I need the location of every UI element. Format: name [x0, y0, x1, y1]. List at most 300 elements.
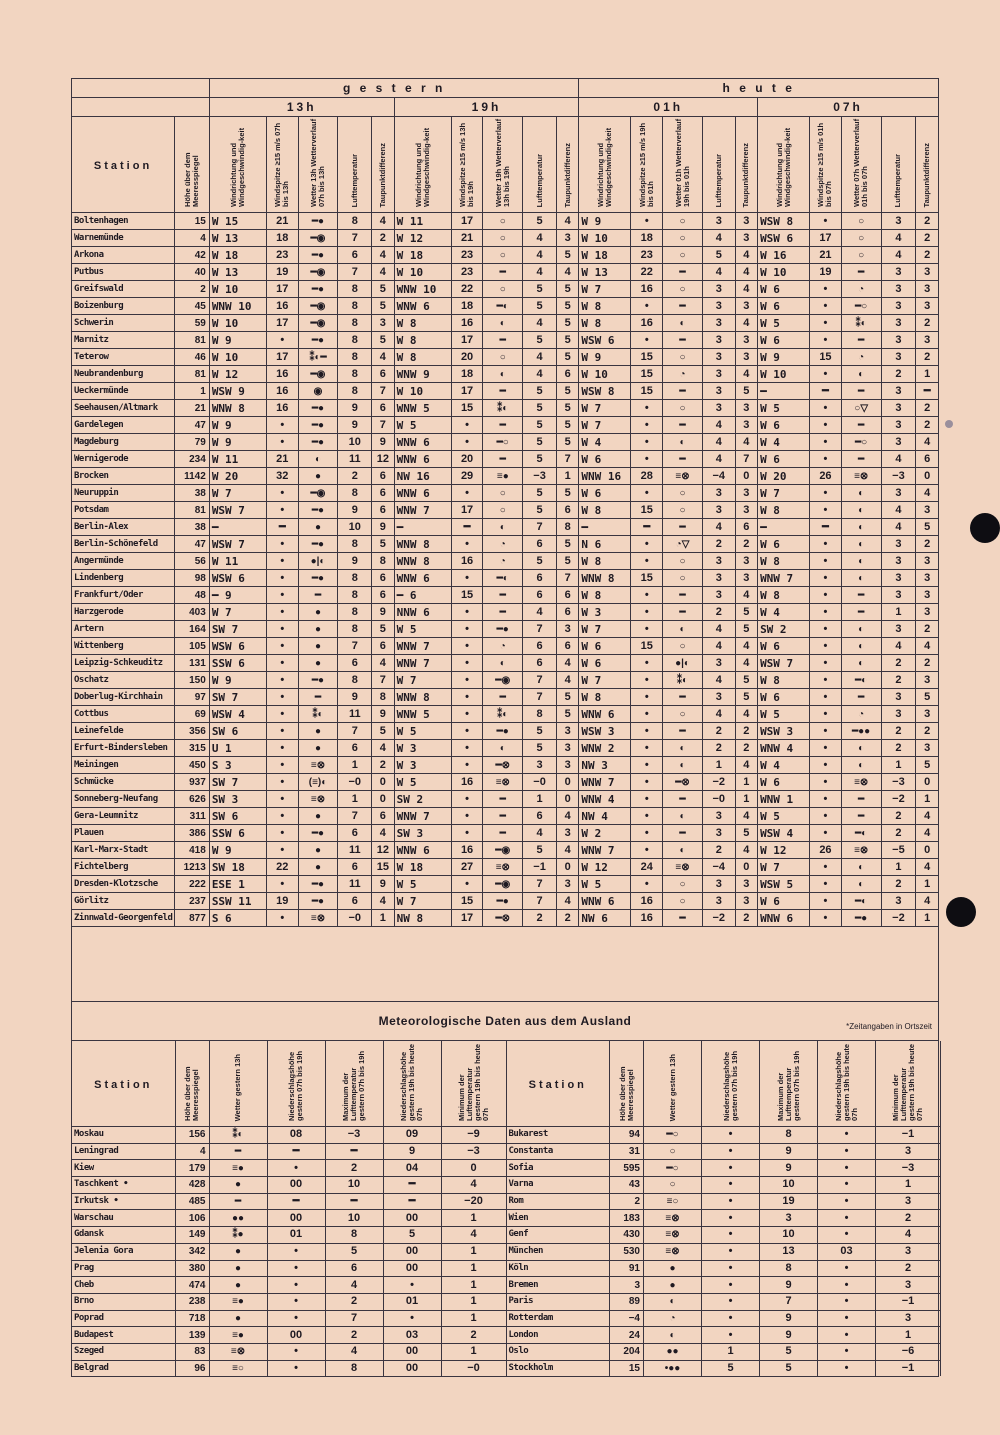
- cell-g19-4: 3: [556, 621, 579, 638]
- cell-h01-0: W 8: [579, 689, 631, 706]
- cell-g13-4: 6: [372, 808, 394, 825]
- cell-g13-2: ━◉: [298, 298, 338, 315]
- cell-h07-3: 4: [881, 519, 916, 536]
- foreign-cell-n2: •: [818, 1327, 876, 1344]
- foreign-cell-w: ●: [644, 1260, 702, 1277]
- foreign-cell-name: Constanta: [507, 1143, 610, 1160]
- cell-h07-1: •: [810, 706, 842, 723]
- foreign-cell-h: 474: [175, 1277, 209, 1294]
- cell-g19-1: 23: [451, 264, 483, 281]
- foreign-cell-name: Taschkent •: [72, 1177, 175, 1194]
- foreign-cell-h: 15: [610, 1360, 644, 1376]
- cell-h01-1: •: [631, 485, 663, 502]
- cell-g19-2: ⁑◐: [483, 706, 523, 723]
- cell-g13-3: 8: [338, 315, 372, 332]
- foreign-cell-h: 89: [610, 1293, 644, 1310]
- cell-g19-0: W 10: [394, 264, 451, 281]
- cell-g19-4: 3: [556, 876, 579, 893]
- cell-g13-0: W 12: [209, 366, 266, 383]
- cell-h07-2: ◐: [841, 655, 881, 672]
- cell-g13-4: 5: [372, 536, 394, 553]
- foreign-cell-min: −1: [876, 1360, 941, 1376]
- foreign-cell-w: ≡⊗: [644, 1227, 702, 1244]
- cell-g19-3: −1: [523, 859, 557, 876]
- foreign-cell-h: 204: [610, 1343, 644, 1360]
- cell-g19-1: 17: [451, 910, 483, 927]
- cell-g13-4: 2: [372, 230, 394, 247]
- cell-h07-2: ━: [841, 808, 881, 825]
- cell-g19-2: ○: [483, 502, 523, 519]
- cell-g13-1: •: [266, 808, 298, 825]
- cell-h07-1: •: [810, 621, 842, 638]
- cell-h07-2: ◐: [841, 757, 881, 774]
- foreign-cell-n1: 00: [267, 1210, 325, 1227]
- foreign-cell-n2: 01: [383, 1293, 441, 1310]
- cell-h07-1: •: [810, 893, 842, 910]
- station-name: Artern: [72, 621, 175, 638]
- cell-g13-3: 1: [338, 757, 372, 774]
- cell-g13-0: SSW 6: [209, 825, 266, 842]
- foreign-col-header-1: Höhe über dem Meeresspiegel: [175, 1041, 209, 1127]
- foreign-cell-name: Belgrad: [72, 1360, 175, 1376]
- cell-h07-4: 0: [916, 468, 939, 485]
- cell-h07-4: 6: [916, 451, 939, 468]
- cell-g13-0: WSW 9: [209, 383, 266, 400]
- cell-h07-1: •: [810, 876, 842, 893]
- cell-h01-3: 3: [702, 281, 735, 298]
- station-name: Sonneberg-Neufang: [72, 791, 175, 808]
- cell-g13-3: 8: [338, 213, 372, 230]
- cell-g19-1: •: [451, 485, 483, 502]
- foreign-cell-n1: •: [702, 1210, 760, 1227]
- cell-h01-1: •: [631, 774, 663, 791]
- cell-h01-3: 3: [702, 587, 735, 604]
- foreign-cell-n1: •: [702, 1127, 760, 1144]
- cell-g13-0: S 3: [209, 757, 266, 774]
- cell-g13-2: ━●: [298, 247, 338, 264]
- foreign-cell-name: London: [507, 1327, 610, 1344]
- cell-g13-1: •: [266, 621, 298, 638]
- cell-h01-2: ━: [663, 723, 703, 740]
- cell-g19-1: 16: [451, 842, 483, 859]
- cell-h01-1: •: [631, 672, 663, 689]
- cell-h07-3: 3: [881, 587, 916, 604]
- table-row: [72, 689, 939, 706]
- cell-g13-2: ●: [298, 808, 338, 825]
- foreign-row: [72, 1160, 506, 1177]
- station-name: Brocken: [72, 468, 175, 485]
- cell-h07-2: ◐: [841, 536, 881, 553]
- cell-g13-1: •: [266, 757, 298, 774]
- cell-h01-0: WSW 6: [579, 332, 631, 349]
- cell-g13-0: W 9: [209, 434, 266, 451]
- station-name: Erfurt-Bindersleben: [72, 740, 175, 757]
- cell-g19-1: •: [451, 723, 483, 740]
- cell-h01-1: •: [631, 808, 663, 825]
- cell-h07-1: •: [810, 655, 842, 672]
- col-header-h07-2: Wetter 07h Wetterverlauf 01h bis 07h: [841, 117, 881, 213]
- cell-h07-0: W 7: [758, 485, 810, 502]
- station-name: Ueckermünde: [72, 383, 175, 400]
- cell-h01-3: 3: [702, 332, 735, 349]
- cell-h01-4: 4: [735, 264, 757, 281]
- cell-h01-1: •: [631, 876, 663, 893]
- cell-h07-0: W 5: [758, 706, 810, 723]
- foreign-cell-n2: •: [818, 1160, 876, 1177]
- cell-g19-4: 5: [556, 417, 579, 434]
- cell-h01-1: 16: [631, 281, 663, 298]
- cell-g13-1: •: [266, 672, 298, 689]
- cell-h01-0: W 7: [579, 281, 631, 298]
- cell-h07-1: •: [810, 604, 842, 621]
- cell-g13-4: 0: [372, 774, 394, 791]
- cell-g13-1: •: [266, 536, 298, 553]
- cell-h01-4: 3: [735, 230, 757, 247]
- table-row: [72, 723, 939, 740]
- cell-g19-0: WNW 7: [394, 638, 451, 655]
- cell-g13-2: ●: [298, 655, 338, 672]
- cell-h01-3: 3: [702, 485, 735, 502]
- cell-h01-0: N 6: [579, 536, 631, 553]
- station-name: Görlitz: [72, 893, 175, 910]
- station-height: 15: [175, 213, 210, 230]
- table-row: [72, 434, 939, 451]
- cell-h01-1: •: [631, 451, 663, 468]
- cell-h01-0: WNW 2: [579, 740, 631, 757]
- foreign-cell-min: −9: [441, 1127, 506, 1144]
- cell-h01-4: 6: [735, 519, 757, 536]
- foreign-cell-name: Brno: [72, 1293, 175, 1310]
- cell-g13-2: ●: [298, 604, 338, 621]
- table-row: [72, 383, 939, 400]
- cell-h07-3: 3: [881, 485, 916, 502]
- cell-h01-3: 3: [702, 655, 735, 672]
- cell-h01-1: 16: [631, 893, 663, 910]
- cell-h01-0: WNW 7: [579, 842, 631, 859]
- cell-g19-2: ○: [483, 349, 523, 366]
- cell-g13-0: WNW 8: [209, 400, 266, 417]
- foreign-row: [507, 1260, 941, 1277]
- foreign-row: [507, 1210, 941, 1227]
- cell-g13-0: W 10: [209, 349, 266, 366]
- cell-h07-0: ━: [758, 519, 810, 536]
- cell-h01-3: 4: [702, 451, 735, 468]
- cell-g19-0: WNW 8: [394, 689, 451, 706]
- cell-h07-4: 1: [916, 791, 939, 808]
- foreign-cell-min: −3: [876, 1160, 941, 1177]
- foreign-col-header-5: Niederschlagshöhe gestern 19h bis heute 07h: [383, 1041, 441, 1127]
- cell-h01-3: 1: [702, 757, 735, 774]
- foreign-cell-min: 1: [876, 1327, 941, 1344]
- cell-g13-4: 9: [372, 706, 394, 723]
- cell-h01-4: 0: [735, 468, 757, 485]
- cell-h01-0: W 10: [579, 230, 631, 247]
- foreign-row: [507, 1160, 941, 1177]
- cell-h01-1: •: [631, 553, 663, 570]
- foreign-cell-name: Gdansk: [72, 1227, 175, 1244]
- station-height: 47: [175, 417, 210, 434]
- foreign-row: [72, 1310, 506, 1327]
- cell-g13-0: W 18: [209, 247, 266, 264]
- cell-g19-3: 5: [523, 400, 557, 417]
- foreign-cell-n1: 00: [267, 1177, 325, 1194]
- cell-g19-0: W 7: [394, 893, 451, 910]
- cell-h07-0: W 16: [758, 247, 810, 264]
- foreign-col-header-1: Höhe über dem Meeresspiegel: [610, 1041, 644, 1127]
- cell-g13-2: ━●: [298, 281, 338, 298]
- foreign-cell-h: 43: [610, 1177, 644, 1194]
- table-row: [72, 366, 939, 383]
- col-header-g19-4: Taupunktdifferenz: [556, 117, 579, 213]
- col-header-g13-2: Wetter 13h Wetterverlauf 07h bis 13h: [298, 117, 338, 213]
- cell-g13-3: 10: [338, 434, 372, 451]
- foreign-cell-n1: •: [702, 1310, 760, 1327]
- foreign-cell-max: 10: [325, 1177, 383, 1194]
- foreign-cell-h: 179: [175, 1160, 209, 1177]
- cell-h07-3: 3: [881, 417, 916, 434]
- table-row: [72, 519, 939, 536]
- cell-h01-3: 3: [702, 893, 735, 910]
- cell-g13-3: 1: [338, 791, 372, 808]
- cell-g19-4: 4: [556, 672, 579, 689]
- station-height: 418: [175, 842, 210, 859]
- cell-g19-3: 6: [523, 570, 557, 587]
- foreign-cell-name: Paris: [507, 1293, 610, 1310]
- cell-h01-3: 3: [702, 366, 735, 383]
- cell-g19-0: WNW 5: [394, 706, 451, 723]
- foreign-cell-w: ⁑●: [209, 1227, 267, 1244]
- station-name: Schmücke: [72, 774, 175, 791]
- foreign-cell-n2: •: [818, 1260, 876, 1277]
- table-row: [72, 400, 939, 417]
- cell-h01-2: ○: [663, 400, 703, 417]
- cell-g13-2: ━●: [298, 825, 338, 842]
- cell-h01-0: W 10: [579, 366, 631, 383]
- cell-h07-0: WNW 4: [758, 740, 810, 757]
- cell-h01-1: •: [631, 213, 663, 230]
- cell-h01-1: •: [631, 825, 663, 842]
- foreign-col-header-0: Station: [507, 1041, 610, 1127]
- cell-h01-4: 4: [735, 655, 757, 672]
- cell-g13-2: ━●: [298, 570, 338, 587]
- cell-h07-4: 5: [916, 757, 939, 774]
- cell-h07-1: •: [810, 808, 842, 825]
- cell-g13-0: U 1: [209, 740, 266, 757]
- cell-g19-0: WNW 8: [394, 553, 451, 570]
- table-row: [72, 621, 939, 638]
- col-header-g13-1: Windspitze ≥15 m/s 07h bis 13h: [266, 117, 298, 213]
- cell-g13-3: 7: [338, 264, 372, 281]
- cell-g19-1: •: [451, 672, 483, 689]
- cell-h07-2: ◐: [841, 621, 881, 638]
- foreign-row: [72, 1327, 506, 1344]
- foreign-cell-max: 4: [325, 1343, 383, 1360]
- station-height: 47: [175, 536, 210, 553]
- foreign-cell-n1: •: [267, 1310, 325, 1327]
- cell-g13-1: •: [266, 876, 298, 893]
- cell-h07-1: •: [810, 570, 842, 587]
- station-name: Arkona: [72, 247, 175, 264]
- cell-g19-0: W 8: [394, 315, 451, 332]
- cell-g13-2: ≡⊗: [298, 910, 338, 927]
- cell-g19-4: 3: [556, 230, 579, 247]
- cell-h07-0: W 6: [758, 281, 810, 298]
- cell-h01-1: 15: [631, 349, 663, 366]
- cell-h01-0: WNW 8: [579, 570, 631, 587]
- header-gestern: g e s t e r n: [209, 79, 579, 98]
- cell-h01-1: 16: [631, 910, 663, 927]
- station-height: 97: [175, 689, 210, 706]
- foreign-row: [72, 1227, 506, 1244]
- cell-h07-0: W 5: [758, 315, 810, 332]
- foreign-cell-min: 4: [876, 1227, 941, 1244]
- cell-h01-4: 3: [735, 298, 757, 315]
- cell-h01-1: •: [631, 587, 663, 604]
- cell-g19-1: 23: [451, 247, 483, 264]
- station-height: 105: [175, 638, 210, 655]
- cell-h07-1: 15: [810, 349, 842, 366]
- table-row: [72, 536, 939, 553]
- table-row: [72, 230, 939, 247]
- cell-h07-2: ━: [841, 383, 881, 400]
- foreign-cell-name: Bremen: [507, 1277, 610, 1294]
- foreign-cell-h: 342: [175, 1243, 209, 1260]
- cell-g19-3: 5: [523, 740, 557, 757]
- cell-h01-4: 4: [735, 587, 757, 604]
- foreign-cell-min: 2: [876, 1210, 941, 1227]
- cell-g13-2: ━◉: [298, 485, 338, 502]
- foreign-cell-h: 183: [610, 1210, 644, 1227]
- cell-h07-1: •: [810, 825, 842, 842]
- foreign-col-header-2: Wetter gestern 13h: [644, 1041, 702, 1127]
- cell-h07-1: •: [810, 723, 842, 740]
- cell-h07-0: W 6: [758, 332, 810, 349]
- cell-h07-2: ≡⊗: [841, 468, 881, 485]
- cell-g19-4: 6: [556, 502, 579, 519]
- cell-g13-1: •: [266, 502, 298, 519]
- cell-g13-2: ━●: [298, 400, 338, 417]
- foreign-cell-h: 106: [175, 1210, 209, 1227]
- cell-g19-3: −3: [523, 468, 557, 485]
- cell-g13-1: 17: [266, 281, 298, 298]
- cell-g19-2: ◐: [483, 519, 523, 536]
- cell-h01-4: 3: [735, 213, 757, 230]
- header-13h: 13h: [209, 98, 394, 117]
- cell-h07-4: 3: [916, 502, 939, 519]
- cell-g13-3: 10: [338, 519, 372, 536]
- cell-h07-0: WNW 6: [758, 910, 810, 927]
- cell-h01-2: ━: [663, 451, 703, 468]
- cell-g13-4: 9: [372, 519, 394, 536]
- cell-h01-2: ◐: [663, 842, 703, 859]
- foreign-cell-w: ━: [209, 1143, 267, 1160]
- cell-h01-0: NW 3: [579, 757, 631, 774]
- cell-h01-2: ○: [663, 485, 703, 502]
- cell-g19-2: ━: [483, 825, 523, 842]
- station-name: Leipzig-Schkeuditz: [72, 655, 175, 672]
- cell-g13-3: 7: [338, 638, 372, 655]
- cell-g19-1: 17: [451, 502, 483, 519]
- cell-g19-1: 16: [451, 553, 483, 570]
- foreign-cell-max: 8: [325, 1360, 383, 1376]
- cell-h01-2: ━⊗: [663, 774, 703, 791]
- table-row: [72, 502, 939, 519]
- cell-h07-3: 3: [881, 315, 916, 332]
- cell-h01-2: ○: [663, 893, 703, 910]
- cell-h07-0: W 6: [758, 638, 810, 655]
- cell-h07-0: WSW 5: [758, 876, 810, 893]
- station-name: Neubrandenburg: [72, 366, 175, 383]
- cell-g19-4: 5: [556, 536, 579, 553]
- cell-g13-3: 8: [338, 485, 372, 502]
- cell-g19-3: 7: [523, 893, 557, 910]
- station-height: 131: [175, 655, 210, 672]
- cell-g19-4: 5: [556, 298, 579, 315]
- cell-h07-2: ⁑◐: [841, 315, 881, 332]
- cell-g13-1: •: [266, 723, 298, 740]
- col-header-g19-3: Lufttemperatur: [523, 117, 557, 213]
- cell-g13-1: •: [266, 485, 298, 502]
- foreign-cell-w: ◔: [644, 1310, 702, 1327]
- cell-h07-4: 3: [916, 553, 939, 570]
- cell-h01-2: ◔▽: [663, 536, 703, 553]
- table-row: [72, 740, 939, 757]
- cell-h07-3: 3: [881, 349, 916, 366]
- foreign-cell-n2: 00: [383, 1260, 441, 1277]
- table-row: [72, 876, 939, 893]
- station-name: Gardelegen: [72, 417, 175, 434]
- cell-h07-2: ━●●: [841, 723, 881, 740]
- foreign-cell-min: 4: [441, 1227, 506, 1244]
- cell-g13-4: 4: [372, 893, 394, 910]
- foreign-title-bar: [72, 1002, 938, 1041]
- foreign-cell-max: 10: [760, 1227, 818, 1244]
- cell-h01-2: ━: [663, 825, 703, 842]
- foreign-cell-n2: •: [818, 1193, 876, 1210]
- foreign-cell-h: 595: [610, 1160, 644, 1177]
- cell-g13-2: ⁑◐━: [298, 349, 338, 366]
- foreign-row: [507, 1293, 941, 1310]
- foreign-cell-max: 10: [325, 1210, 383, 1227]
- cell-g19-0: W 8: [394, 349, 451, 366]
- cell-h07-0: W 7: [758, 859, 810, 876]
- cell-g13-2: ━●: [298, 213, 338, 230]
- cell-h07-1: 19: [810, 264, 842, 281]
- cell-g19-3: 3: [523, 757, 557, 774]
- cell-h07-1: •: [810, 332, 842, 349]
- cell-h01-1: 15: [631, 383, 663, 400]
- foreign-cell-h: 149: [175, 1227, 209, 1244]
- cell-h07-0: WSW 4: [758, 825, 810, 842]
- cell-g19-2: ◐: [483, 655, 523, 672]
- weather-report-sheet: [71, 78, 939, 1377]
- cell-g13-3: 9: [338, 553, 372, 570]
- cell-h07-2: ◐: [841, 859, 881, 876]
- foreign-cell-w: ━: [209, 1193, 267, 1210]
- cell-h01-3: 3: [702, 315, 735, 332]
- foreign-cell-min: 2: [441, 1327, 506, 1344]
- cell-g19-1: •: [451, 434, 483, 451]
- cell-h01-0: W 8: [579, 298, 631, 315]
- cell-h07-4: 4: [916, 434, 939, 451]
- cell-h01-3: 3: [702, 349, 735, 366]
- cell-h01-1: 15: [631, 502, 663, 519]
- cell-h07-0: ━: [758, 383, 810, 400]
- cell-h07-0: W 12: [758, 842, 810, 859]
- cell-g13-4: 6: [372, 638, 394, 655]
- cell-h01-3: 4: [702, 519, 735, 536]
- foreign-cell-min: 1: [441, 1293, 506, 1310]
